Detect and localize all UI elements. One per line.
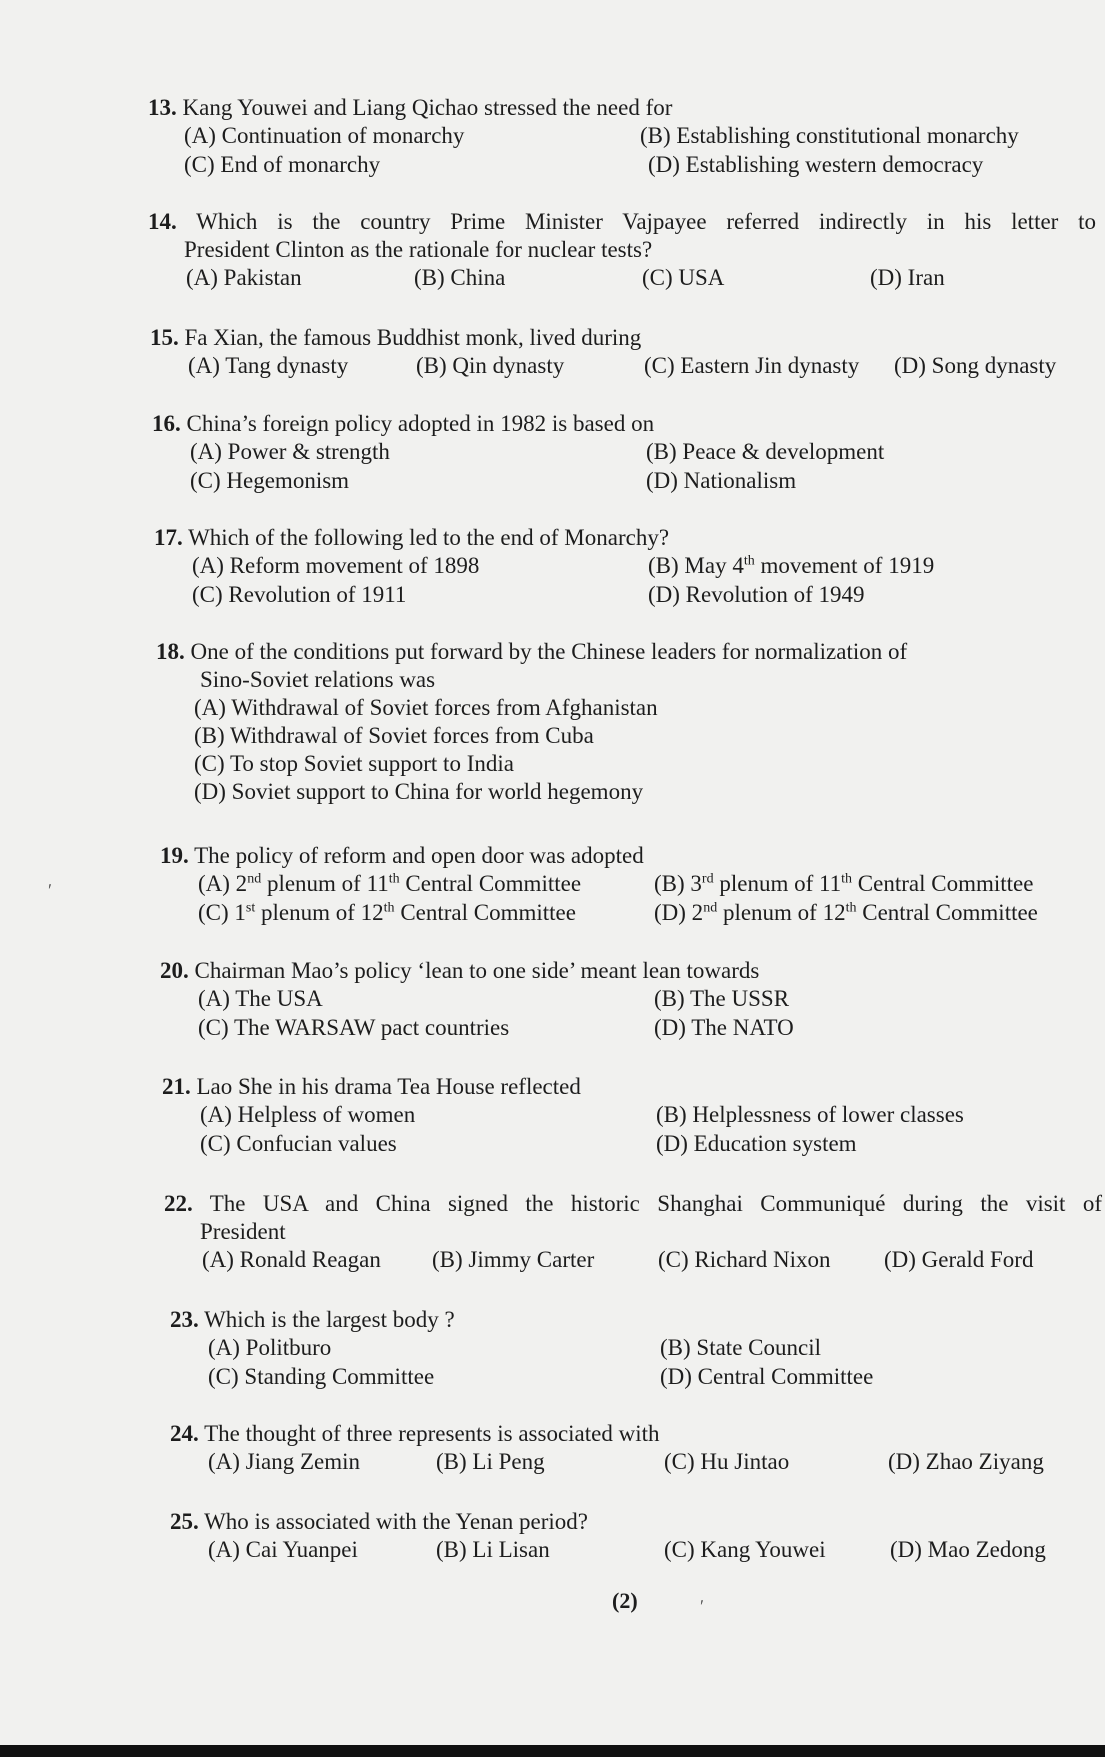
option-b: (B) May 4th movement of 1919 [648, 553, 935, 578]
question-17 [154, 524, 1105, 610]
option-d: (D) Gerald Ford [884, 1247, 1034, 1272]
question-24 [170, 1420, 1105, 1477]
option-b: (B) Li Lisan [436, 1537, 550, 1562]
question-18 [156, 638, 1105, 806]
option-a: (A) Politburo [208, 1335, 332, 1360]
option-a: (A) Jiang Zemin [208, 1449, 361, 1474]
question-stem-line1: One of the conditions put forward by the Chinese leaders for normalization of [190, 639, 908, 664]
option-a: (A) Cai Yuanpei [208, 1537, 358, 1562]
option-a: (A) Ronald Reagan [202, 1247, 381, 1272]
option-b: (B) Peace & development [646, 439, 885, 464]
question-25 [170, 1508, 1105, 1565]
scan-mark: ʹ [48, 880, 52, 900]
option-d: (D) Central Committee [660, 1364, 874, 1389]
option-d: (D) Zhao Ziyang [888, 1449, 1044, 1474]
option-d: (D) The NATO [654, 1015, 794, 1040]
question-number: 24. [170, 1421, 199, 1446]
question-stem: Kang Youwei and Liang Qichao stressed the need for [182, 95, 673, 120]
question-number: 18. [156, 639, 185, 664]
question-stem-line1: Which is the country Prime Minister Vajpayee referred indirectly in his letter to [196, 209, 1096, 234]
option-a: (A) Power & strength [190, 439, 390, 464]
option-b: (B) Withdrawal of Soviet forces from Cuba [194, 723, 594, 748]
option-a: (A) Continuation of monarchy [184, 123, 465, 148]
question-stem-line2: Sino-Soviet relations was [200, 667, 436, 692]
option-c: (C) Confucian values [200, 1131, 397, 1156]
option-b: (B) State Council [660, 1335, 821, 1360]
question-stem: Lao She in his drama Tea House reflected [196, 1074, 581, 1099]
option-a: (A) Tang dynasty [188, 353, 349, 378]
option-b: (B) Qin dynasty [416, 353, 565, 378]
option-a: (A) Reform movement of 1898 [192, 553, 480, 578]
question-15 [150, 324, 1105, 381]
option-c: (C) 1st plenum of 12th Central Committee [198, 900, 576, 925]
scan-edge [0, 1745, 1105, 1757]
option-c: (C) Standing Committee [208, 1364, 435, 1389]
question-number: 19. [160, 843, 189, 868]
question-stem-line2: President Clinton as the rationale for nuclear tests? [184, 237, 653, 262]
question-number: 22. [164, 1191, 193, 1216]
option-b: (B) Li Peng [436, 1449, 545, 1474]
option-c: (C) Hu Jintao [664, 1449, 790, 1474]
option-a: (A) Withdrawal of Soviet forces from Afghanistan [194, 695, 658, 720]
question-number: 16. [152, 411, 181, 436]
option-d: (D) Nationalism [646, 468, 797, 493]
option-c: (C) Hegemonism [190, 468, 350, 493]
option-d: (D) Soviet support to China for world hegemony [194, 779, 644, 804]
question-21 [162, 1073, 1105, 1159]
question-number: 13. [148, 95, 177, 120]
option-a: (A) Helpless of women [200, 1102, 416, 1127]
option-c: (C) Revolution of 1911 [192, 582, 407, 607]
question-stem: Who is associated with the Yenan period? [204, 1509, 588, 1534]
option-d: (D) 2nd plenum of 12th Central Committee [654, 900, 1038, 925]
option-b: (B) Helplessness of lower classes [656, 1102, 964, 1127]
option-a: (A) The USA [198, 986, 323, 1011]
option-b: (B) Jimmy Carter [432, 1247, 595, 1272]
question-20 [160, 957, 1105, 1043]
option-c: (C) The WARSAW pact countries [198, 1015, 510, 1040]
question-number: 17. [154, 525, 183, 550]
question-number: 23. [170, 1307, 199, 1332]
option-d: (D) Revolution of 1949 [648, 582, 865, 607]
question-stem: China’s foreign policy adopted in 1982 is based on [186, 411, 655, 436]
question-stem: Which is the largest body ? [204, 1307, 455, 1332]
option-c: (C) To stop Soviet support to India [194, 751, 514, 776]
option-a: (A) 2nd plenum of 11th Central Committee [198, 871, 582, 896]
question-stem: The policy of reform and open door was adopted [194, 843, 644, 868]
question-22 [164, 1190, 1102, 1275]
question-number: 15. [150, 325, 179, 350]
question-number: 20. [160, 958, 189, 983]
option-d: (D) Education system [656, 1131, 857, 1156]
option-c: (C) Eastern Jin dynasty [644, 353, 860, 378]
question-number: 21. [162, 1074, 191, 1099]
question-stem: Fa Xian, the famous Buddhist monk, lived during [184, 325, 642, 350]
option-b: (B) 3rd plenum of 11th Central Committee [654, 871, 1034, 896]
option-c: (C) Kang Youwei [664, 1537, 826, 1562]
question-14 [148, 208, 1096, 293]
option-d: (D) Establishing western democracy [648, 152, 984, 177]
question-13 [148, 94, 1105, 180]
option-b: (B) China [414, 265, 506, 290]
option-d: (D) Iran [870, 265, 945, 290]
option-b: (B) Establishing constitutional monarchy [640, 123, 1019, 148]
question-16 [152, 410, 1105, 496]
option-c: (C) USA [642, 265, 725, 290]
option-c: (C) Richard Nixon [658, 1247, 831, 1272]
option-d: (D) Song dynasty [894, 353, 1057, 378]
page-number: (2) [612, 1588, 638, 1613]
option-a: (A) Pakistan [186, 265, 302, 290]
question-number: 25. [170, 1509, 199, 1534]
option-d: (D) Mao Zedong [890, 1537, 1046, 1562]
option-b: (B) The USSR [654, 986, 790, 1011]
question-stem: Chairman Mao’s policy ‘lean to one side’ meant lean towards [194, 958, 760, 983]
question-19 [160, 842, 1105, 928]
option-c: (C) End of monarchy [184, 152, 381, 177]
question-23 [170, 1306, 1105, 1392]
scan-mark: ʹ [700, 1596, 704, 1616]
question-stem: The thought of three represents is associated with [204, 1421, 660, 1446]
question-stem-line2: President [200, 1219, 286, 1244]
question-number: 14. [148, 209, 177, 234]
question-stem-line1: The USA and China signed the historic Shanghai Communiqué during the visit of [209, 1191, 1102, 1216]
question-stem: Which of the following led to the end of Monarchy? [188, 525, 670, 550]
